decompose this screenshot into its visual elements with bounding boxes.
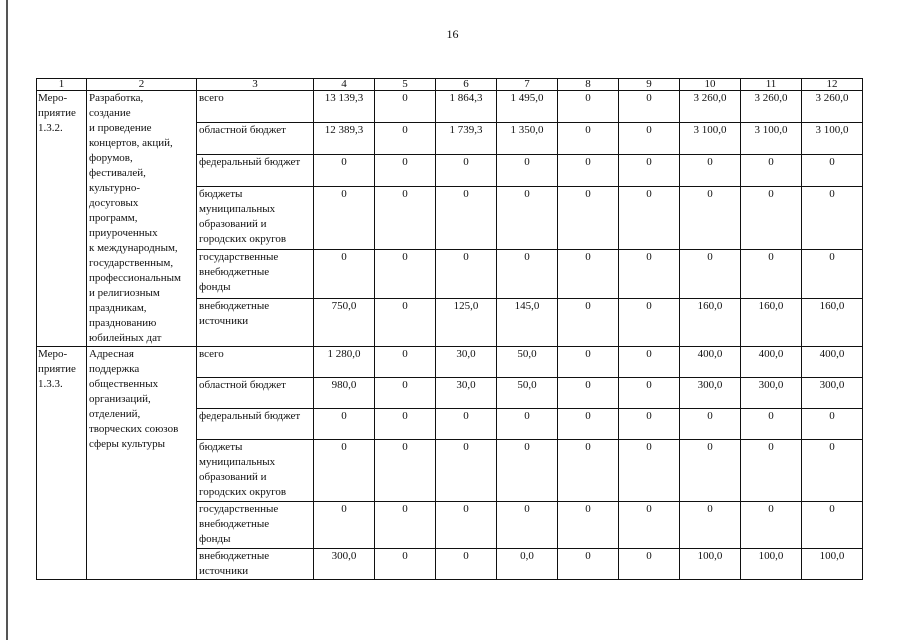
value-cell: 0	[558, 409, 619, 440]
value-cell: 0	[314, 250, 375, 298]
value-cell: 400,0	[741, 347, 802, 378]
value-cell: 0	[558, 440, 619, 502]
funding-source: внебюджетные источники	[197, 549, 314, 580]
page-binding-edge	[6, 0, 8, 640]
value-cell: 300,0	[741, 378, 802, 409]
value-cell: 0	[497, 502, 558, 549]
budget-table-container	[36, 78, 863, 580]
value-cell: 0	[680, 250, 741, 298]
value-cell: 100,0	[741, 549, 802, 580]
value-cell: 0	[619, 347, 680, 378]
value-cell: 0	[802, 154, 863, 186]
value-cell: 0	[436, 409, 497, 440]
value-cell: 0	[436, 502, 497, 549]
value-cell: 3 260,0	[802, 91, 863, 123]
value-cell: 0	[558, 549, 619, 580]
value-cell: 160,0	[680, 298, 741, 346]
column-header: 6	[436, 79, 497, 91]
funding-source: государственные внебюджетные фонды	[197, 250, 314, 298]
value-cell: 160,0	[802, 298, 863, 346]
value-cell: 0	[375, 91, 436, 123]
funding-source: бюджеты муниципальных образований и городских округов	[197, 440, 314, 502]
value-cell: 0	[375, 440, 436, 502]
column-header: 9	[619, 79, 680, 91]
page-number: 16	[446, 27, 459, 41]
value-cell: 1 280,0	[314, 347, 375, 378]
value-cell: 0	[375, 154, 436, 186]
value-cell: 0	[436, 154, 497, 186]
column-header: 8	[558, 79, 619, 91]
value-cell: 0	[619, 298, 680, 346]
value-cell: 3 100,0	[741, 122, 802, 154]
value-cell: 0	[619, 549, 680, 580]
value-cell: 0	[802, 440, 863, 502]
column-header: 3	[197, 79, 314, 91]
funding-source: государственные внебюджетные фонды	[197, 502, 314, 549]
value-cell: 0	[802, 250, 863, 298]
value-cell: 0	[619, 378, 680, 409]
table-row	[37, 91, 863, 123]
column-header: 1	[37, 79, 87, 91]
value-cell: 0	[619, 250, 680, 298]
value-cell: 0	[375, 298, 436, 346]
value-cell: 0	[741, 440, 802, 502]
value-cell: 400,0	[802, 347, 863, 378]
value-cell: 0	[741, 409, 802, 440]
value-cell: 0	[558, 154, 619, 186]
measure-description: Адресная поддержка общественных организаций, отделений, творческих союзов сферы культуры	[87, 347, 197, 580]
funding-source: всего	[197, 91, 314, 123]
value-cell: 0	[558, 186, 619, 250]
column-header: 4	[314, 79, 375, 91]
value-cell: 0	[497, 440, 558, 502]
value-cell: 0	[497, 186, 558, 250]
value-cell: 400,0	[680, 347, 741, 378]
funding-source: областной бюджет	[197, 378, 314, 409]
value-cell: 750,0	[314, 298, 375, 346]
value-cell: 3 260,0	[741, 91, 802, 123]
value-cell: 0	[802, 502, 863, 549]
value-cell: 0	[375, 502, 436, 549]
value-cell: 13 139,3	[314, 91, 375, 123]
value-cell: 0	[619, 91, 680, 123]
value-cell: 0	[375, 347, 436, 378]
table-row	[37, 347, 863, 378]
value-cell: 0	[741, 502, 802, 549]
value-cell: 0,0	[497, 549, 558, 580]
value-cell: 50,0	[497, 378, 558, 409]
value-cell: 0	[619, 409, 680, 440]
value-cell: 125,0	[436, 298, 497, 346]
value-cell: 0	[558, 298, 619, 346]
value-cell: 0	[558, 122, 619, 154]
value-cell: 0	[802, 186, 863, 250]
column-header: 2	[87, 79, 197, 91]
column-header: 10	[680, 79, 741, 91]
value-cell: 0	[558, 347, 619, 378]
value-cell: 980,0	[314, 378, 375, 409]
value-cell: 1 864,3	[436, 91, 497, 123]
measure-code: Меро- приятие 1.3.3.	[37, 347, 87, 580]
measure-description: Разработка, создание и проведение концертов, акций, форумов, фестивалей, культурно- досуговых программ, приуроченных к международным, государственным, профессиональным и религиозным праздникам, празднованию юбилейных дат	[87, 91, 197, 347]
value-cell: 0	[375, 378, 436, 409]
value-cell: 0	[314, 440, 375, 502]
funding-source: всего	[197, 347, 314, 378]
value-cell: 0	[741, 186, 802, 250]
value-cell: 0	[802, 409, 863, 440]
value-cell: 0	[558, 91, 619, 123]
value-cell: 0	[741, 154, 802, 186]
value-cell: 0	[436, 440, 497, 502]
value-cell: 0	[619, 186, 680, 250]
value-cell: 0	[680, 409, 741, 440]
value-cell: 300,0	[802, 378, 863, 409]
value-cell: 50,0	[497, 347, 558, 378]
column-header: 7	[497, 79, 558, 91]
value-cell: 30,0	[436, 347, 497, 378]
value-cell: 160,0	[741, 298, 802, 346]
value-cell: 0	[375, 409, 436, 440]
measure-code: Меро- приятие 1.3.2.	[37, 91, 87, 347]
value-cell: 0	[558, 250, 619, 298]
value-cell: 12 389,3	[314, 122, 375, 154]
funding-source: областной бюджет	[197, 122, 314, 154]
value-cell: 0	[375, 250, 436, 298]
column-header: 11	[741, 79, 802, 91]
value-cell: 0	[619, 154, 680, 186]
value-cell: 0	[436, 186, 497, 250]
value-cell: 1 350,0	[497, 122, 558, 154]
value-cell: 0	[375, 549, 436, 580]
budget-table	[36, 78, 863, 580]
value-cell: 0	[619, 502, 680, 549]
value-cell: 3 100,0	[802, 122, 863, 154]
value-cell: 0	[375, 122, 436, 154]
value-cell: 300,0	[314, 549, 375, 580]
value-cell: 3 260,0	[680, 91, 741, 123]
value-cell: 0	[741, 250, 802, 298]
value-cell: 145,0	[497, 298, 558, 346]
value-cell: 0	[375, 186, 436, 250]
funding-source: бюджеты муниципальных образований и городских округов	[197, 186, 314, 250]
column-number-row	[37, 79, 863, 91]
value-cell: 0	[497, 409, 558, 440]
value-cell: 0	[619, 122, 680, 154]
value-cell: 0	[314, 409, 375, 440]
value-cell: 0	[314, 186, 375, 250]
value-cell: 0	[497, 250, 558, 298]
value-cell: 0	[558, 502, 619, 549]
value-cell: 0	[436, 549, 497, 580]
value-cell: 0	[680, 154, 741, 186]
value-cell: 0	[436, 250, 497, 298]
value-cell: 0	[497, 154, 558, 186]
value-cell: 0	[680, 502, 741, 549]
value-cell: 0	[558, 378, 619, 409]
funding-source: федеральный бюджет	[197, 154, 314, 186]
value-cell: 300,0	[680, 378, 741, 409]
value-cell: 1 495,0	[497, 91, 558, 123]
funding-source: внебюджетные источники	[197, 298, 314, 346]
funding-source: федеральный бюджет	[197, 409, 314, 440]
value-cell: 0	[680, 186, 741, 250]
value-cell: 3 100,0	[680, 122, 741, 154]
value-cell: 100,0	[680, 549, 741, 580]
value-cell: 0	[619, 440, 680, 502]
value-cell: 0	[680, 440, 741, 502]
column-header: 5	[375, 79, 436, 91]
value-cell: 30,0	[436, 378, 497, 409]
value-cell: 1 739,3	[436, 122, 497, 154]
value-cell: 0	[314, 502, 375, 549]
column-header: 12	[802, 79, 863, 91]
value-cell: 100,0	[802, 549, 863, 580]
value-cell: 0	[314, 154, 375, 186]
